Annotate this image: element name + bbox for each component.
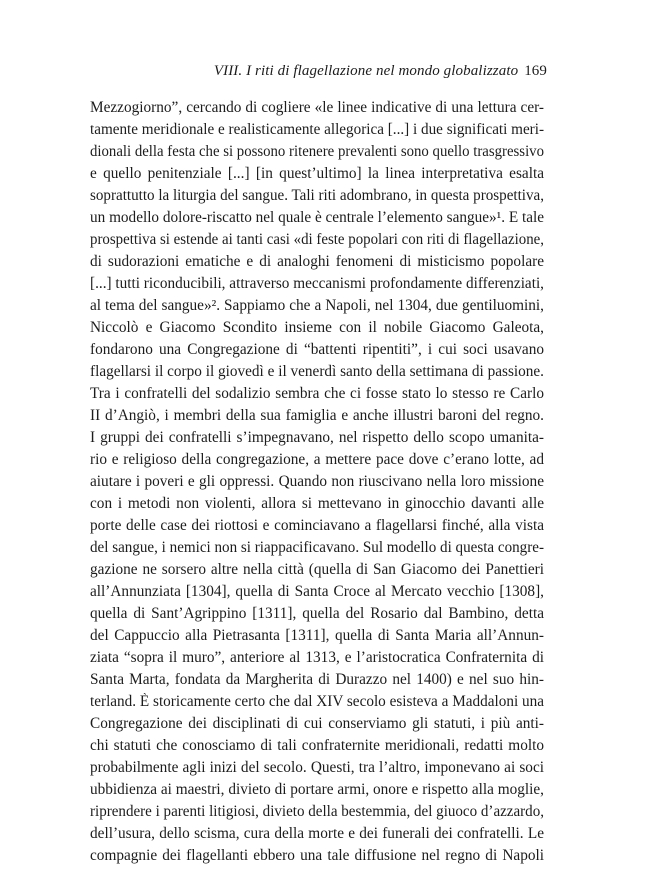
text-line: del sangue, i nemici non si riappacificavano. Sul modello di questa congre- [90, 539, 544, 556]
text-line: gazione ne sorsero altre nella città (quella di San Giacomo dei Panettieri [90, 561, 544, 578]
text-line: al tema del sangue»². Sappiamo che a Napoli, nel 1304, due gentiluomini, [90, 297, 544, 314]
text-line: soprattutto la liturgia del sangue. Tali riti adombrano, in questa prospettiva, [90, 187, 544, 204]
text-line: ziata “sopra il muro”, anteriore al 1313, e l’aristocratica Confraternita di [90, 649, 544, 666]
text-line: dell’usura, dello scisma, cura della morte e dei funerali dei confratelli. Le [90, 825, 544, 842]
body-paragraph [90, 97, 544, 867]
text-line: aiutare i poveri e gli oppressi. Quando non riuscivano nella loro missione [90, 473, 544, 490]
text-line: porte delle case dei riottosi e cominciavano a flagellarsi finché, alla vista [90, 517, 544, 534]
text-line: chi statuti che conosciamo di tali confraternite meridionali, redatti molto [90, 737, 544, 754]
text-line: I gruppi dei confratelli s’impegnavano, nel rispetto dello scopo umanita- [90, 429, 544, 446]
text-line: probabilmente agli inizi del secolo. Questi, tra l’altro, imponevano ai soci [90, 759, 544, 776]
text-line: all’Annunziata [1304], quella di Santa Croce al Mercato vecchio [1308], [90, 583, 544, 600]
text-line: Congregazione dei disciplinati di cui conserviamo gli statuti, i più anti- [90, 715, 544, 732]
text-line: Tra i confratelli del sodalizio sembra che ci fosse stato lo stesso re Carlo [90, 385, 544, 402]
text-line: tamente meridionale e realisticamente allegorica [...] i due significati meri- [90, 121, 544, 138]
text-line: un modello dolore-riscatto nel quale è centrale l’elemento sangue»¹. E tale [90, 209, 544, 226]
text-line: Niccolò e Giacomo Scondito insieme con il nobile Giacomo Galeota, [90, 319, 544, 336]
text-line: [...] tutti riconducibili, attraverso meccanismi profondamente differenziati, [90, 275, 544, 292]
text-line: prospettiva si estende ai tanti casi «di feste popolari con riti di flagellazione, [90, 231, 544, 248]
page-number: 169 [524, 63, 547, 79]
text-line: fondarono una Congregazione di “battenti ripentiti”, i cui soci usavano [90, 341, 544, 358]
text-line: dionali della festa che si possono ritenere prevalenti sono quello trasgressivo [90, 143, 544, 160]
text-line: di sudorazioni ematiche e di analoghi fenomeni di misticismo popolare [90, 253, 544, 270]
text-line: Mezzogiorno”, cercando di cogliere «le linee indicative di una lettura cer- [90, 99, 544, 116]
text-line: compagnie dei flagellanti ebbero una tale diffusione nel regno di Napoli [90, 847, 544, 864]
text-line: con i metodi non violenti, allora si mettevano in ginocchio davanti alle [90, 495, 544, 512]
text-line: riprendere i parenti litigiosi, divieto della bestemmia, del giuoco d’azzardo, [90, 803, 544, 820]
text-line: rio e religioso della congregazione, a mettere pace dove c’erano lotte, ad [90, 451, 544, 468]
text-line: flagellarsi il corpo il giovedì e il venerdì santo della settimana di passione. [90, 363, 544, 380]
text-line: ubbidienza ai maestri, divieto di portare armi, onore e rispetto alla moglie, [90, 781, 544, 798]
running-title: VIII. I riti di flagellazione nel mondo globalizzato [213, 63, 519, 79]
text-line: II d’Angiò, i membri della sua famiglia e anche illustri baroni del regno. [90, 407, 544, 424]
text-line: del Cappuccio alla Pietrasanta [1311], quella di Santa Maria all’Annun- [90, 627, 544, 644]
running-header [214, 61, 547, 81]
text-line: e quello penitenziale [...] [in quest’ultimo] la linea interpretativa esalta [90, 165, 544, 182]
text-line: terland. È storicamente certo che dal XIV secolo esisteva a Maddaloni una [90, 693, 544, 710]
text-line: Santa Marta, fondata da Margherita di Durazzo nel 1400) e nel suo hin- [90, 671, 544, 688]
text-line: quella di Sant’Agrippino [1311], quella del Rosario dal Bambino, detta [90, 605, 544, 622]
